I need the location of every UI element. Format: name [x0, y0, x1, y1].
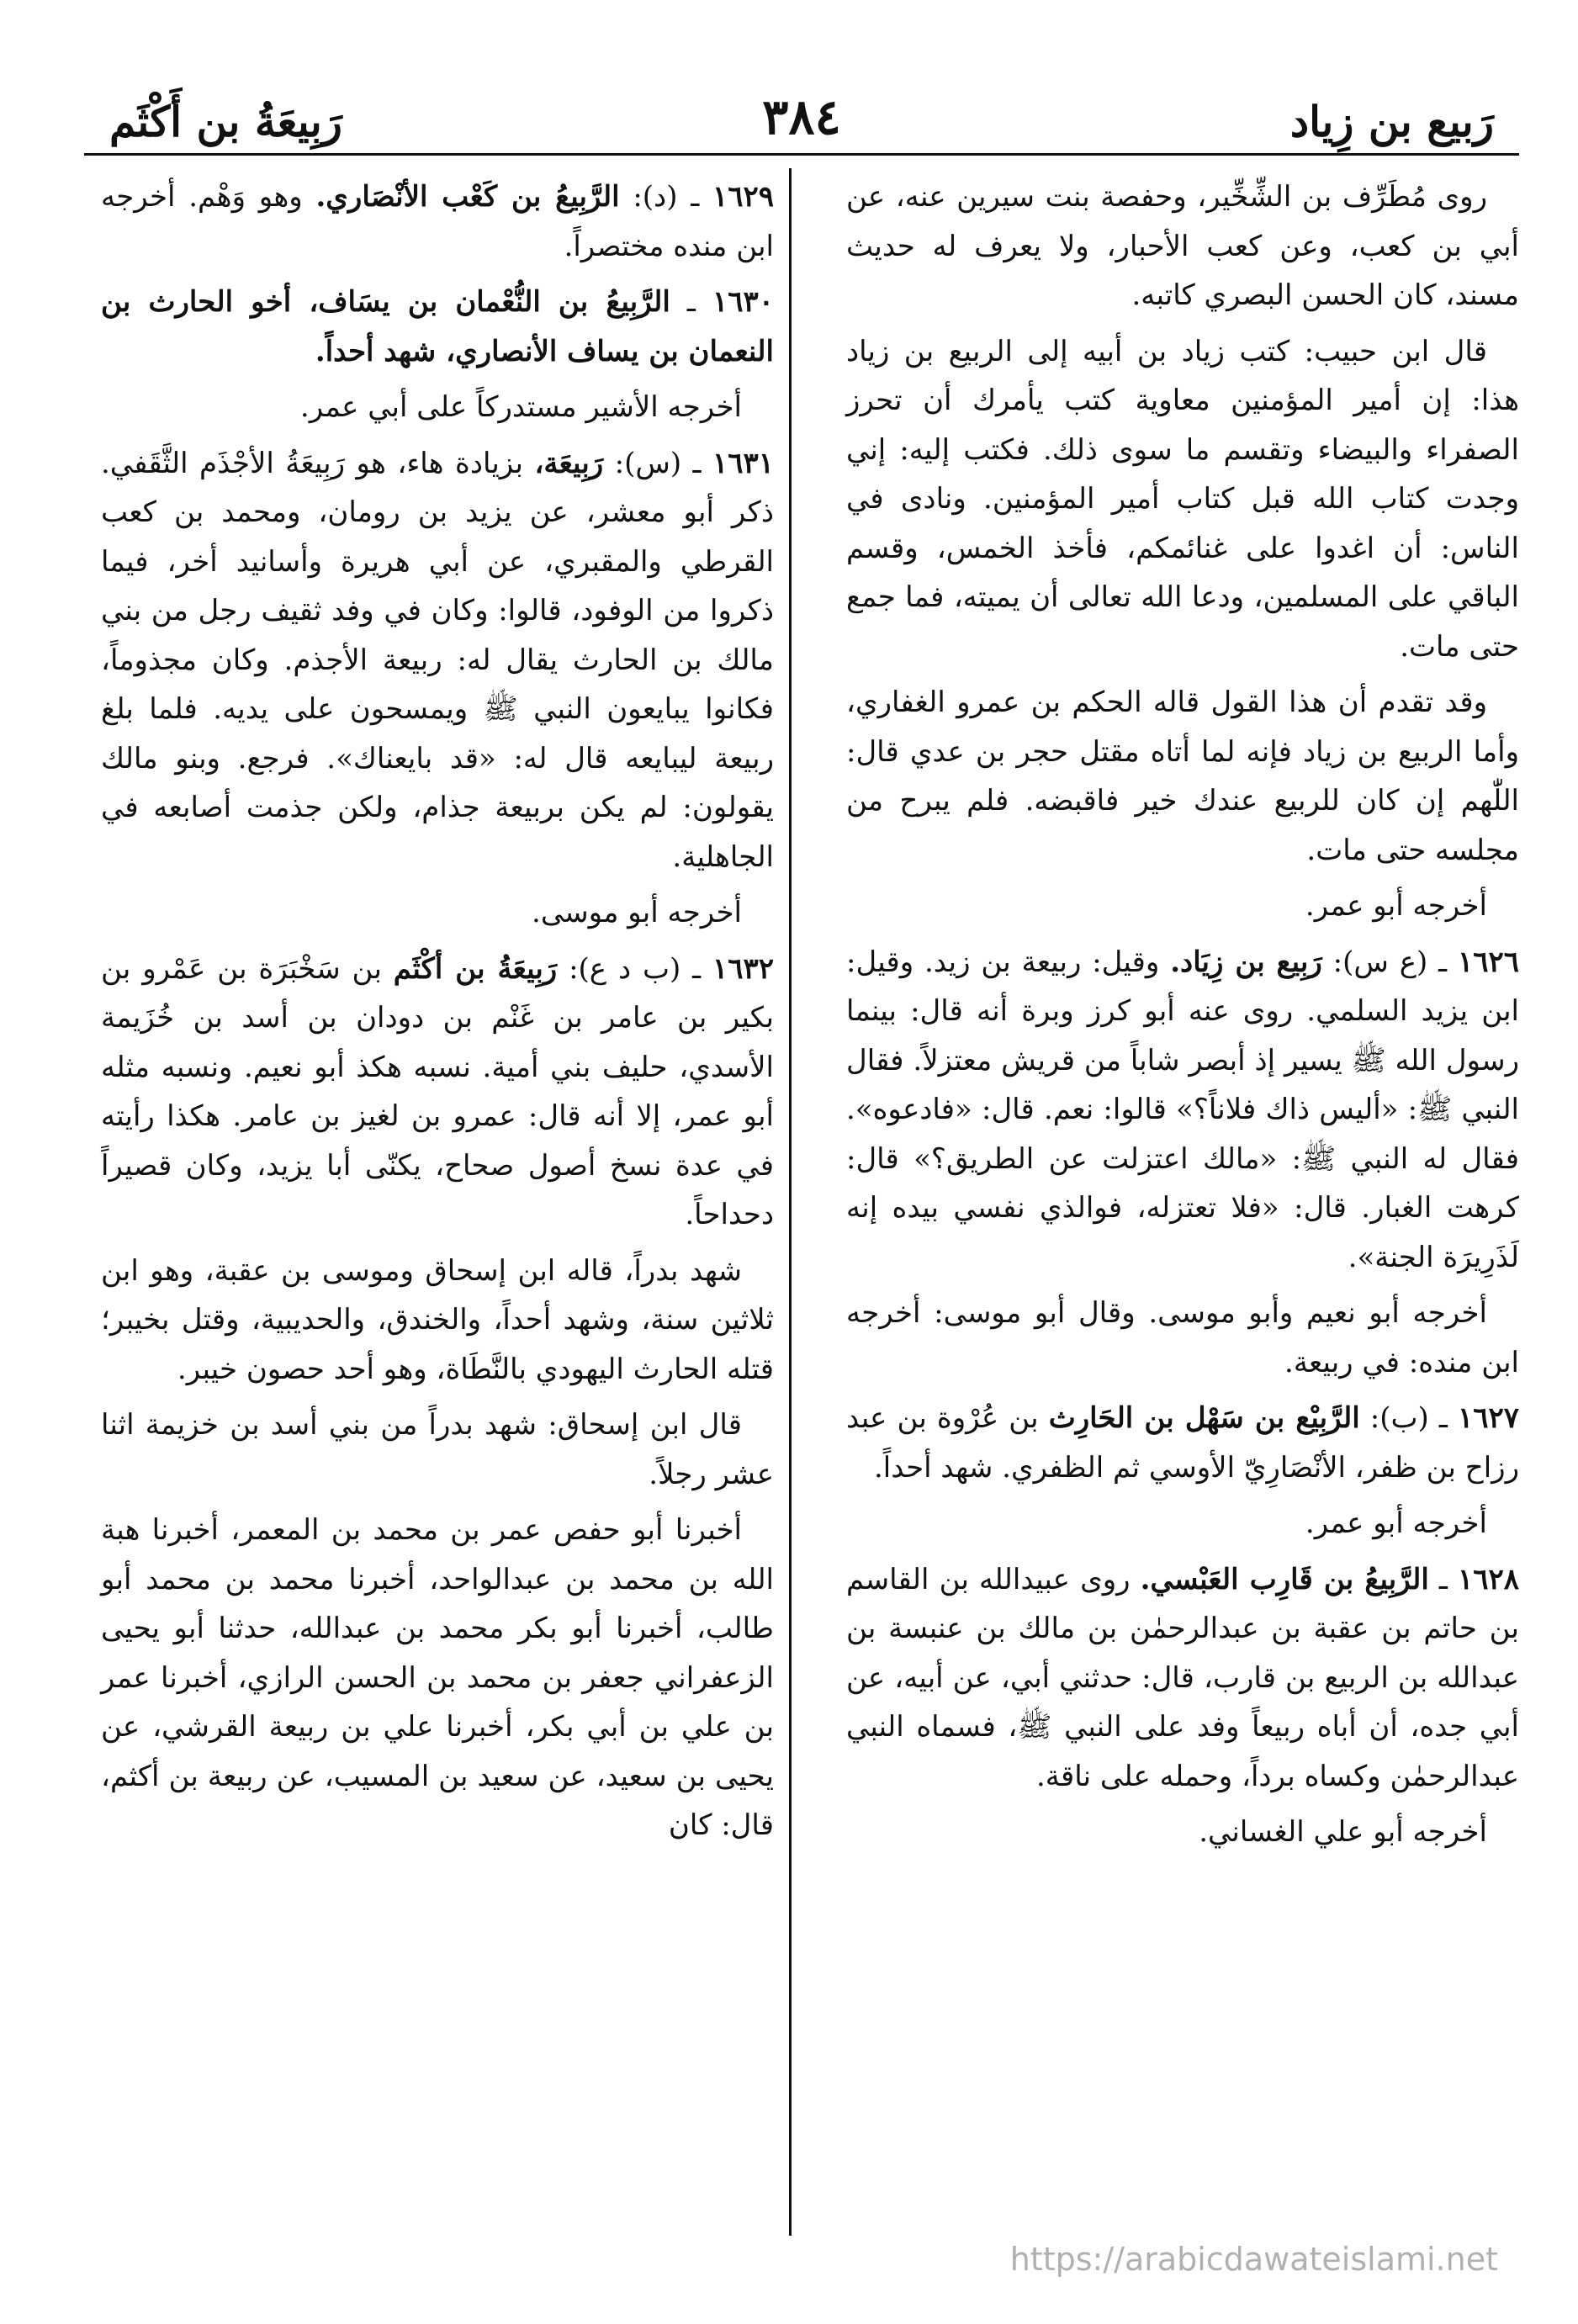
source-note: أخرجه أبو موسى.	[532, 896, 742, 929]
page-number: ٣٨٤	[762, 88, 841, 146]
entry-sigla: ـ (ب د ع):	[557, 951, 712, 986]
entry-paragraph	[101, 439, 774, 882]
body-paragraph: وقد تقدم أن هذا القول قاله الحكم بن عمرو الغفاري، وأما الربيع بن زياد فإنه لما أتاه مقتل حجر بن عدي قال: اللّٰهم إن كان للربيع عندك خير فاقبضه. فلم يبرح من مجلسه حتى مات.	[846, 686, 1519, 867]
body-paragraph: شهد بدراً، قاله ابن إسحاق وموسى بن عقبة، وهو ابن ثلاثين سنة، وشهد أحداً، والخندق، والحديبية، وقتل بخيبر؛ قتله الحارث اليهودي بالنَّطَاة، وهو أحد حصون خيبر.	[101, 1253, 774, 1386]
entry-body: وقيل: ربيعة بن زيد. وقيل: ابن يزيد السلمي. روى عنه أبو كرز وبرة أنه قال: بينما رسول الله ﷺ يسير إذ أبصر شاباً من قريش معتزلاً. فقال النبي ﷺ: «أليس ذاك فلاناً؟» قالوا: نعم. قال: «فادعوه». فقال له النبي ﷺ: «مالك اعتزلت عن الطريق؟» قال: كرهت الغبار. قال: «فلا تعتزله، فوالذي نفسي بيده إنه لَذَرِيرَة الجنة».	[846, 945, 1519, 1274]
entry-paragraph	[846, 1555, 1519, 1802]
source-note: أخرجه أبو عمر.	[1305, 889, 1487, 923]
entry-body: وهو وَهْم. أخرجه ابن منده مختصراً.	[101, 180, 774, 263]
header-rule	[84, 153, 1519, 156]
source-note: أخرجه أبو عمر.	[1305, 1506, 1487, 1540]
entry-sigla: ـ (ع س):	[1321, 945, 1458, 979]
entry-number: ١٦٣٠	[712, 285, 775, 319]
entry-heading: الرَّبِيْع بن سَهْل بن الحَارِث	[1048, 1401, 1360, 1435]
entry-heading: الرَّبِيعُ بن قَارِب العَبْسي.	[1140, 1562, 1429, 1596]
entry-sigla: ـ (س):	[603, 446, 712, 480]
entry-heading: رَبِيع بن زِيَاد.	[1170, 945, 1322, 979]
entry-heading: الرَّبِيعُ بن النُّعْمان بن يسَاف، أخو الحارث بن النعمان بن يساف الأنصاري، شهد أحداً.	[101, 285, 774, 368]
entry-body: بزيادة هاء، هو رَبِيعَةُ الأجْذَم الثَّقَفي. ذكر أبو معشر، عن يزيد بن رومان، ومحمد بن كعب القرطي والمقبري، عن أبي هريرة وأسانيد أخر، فيما ذكروا من الوفود، قالوا: وكان في وفد ثقيف رجل من بني مالك بن الحارث يقال له: ربيعة الأجذم. وكان مجذوماً، فكانوا يبايعون النبي ﷺ ويمسحون على يديه. فلما بلغ ربيعة ليبايعه قال له: «قد بايعناك». فرجع. وبنو مالك يقولون: لم يكن بربيعة جذام، ولكن جذمت أصابعه في الجاهلية.	[101, 446, 774, 874]
entry-heading: الرَّبِيعُ بن كَعْب الأنْصَاري.	[315, 180, 620, 214]
entry-heading: رَبِيعَةُ بن أكْثَم	[393, 951, 558, 986]
body-paragraph: روى مُطَرِّف بن الشِّخِّير، وحفصة بنت سيرين عنه، عن أبي بن كعب، وعن كعب الأحبار، ولا يعرف له حديث مسند، كان الحسن البصري كاتبه.	[846, 180, 1519, 312]
entry-sigla: ـ (ب):	[1359, 1401, 1458, 1435]
body-paragraph: قال ابن إسحاق: شهد بدراً من بني أسد بن خزيمة اثنا عشر رجلاً.	[101, 1408, 774, 1491]
entry-paragraph	[101, 945, 774, 1240]
entry-paragraph	[101, 172, 774, 271]
body-paragraph: قال ابن حبيب: كتب زياد بن أبيه إلى الربيع بن زياد هذا: إن أمير المؤمنين معاوية كتب يأمرك أن تحرز الصفراء والبيضاء وتقسم ما سوى ذلك. فكتب إليه: إني وجدت كتاب الله قبل كتاب أمير المؤمنين. ونادى في الناس: أن اغدوا على غنائمكم، فأخذ الخمس، وقسم الباقي على المسلمين، ودعا الله تعالى أن يميته، فما جمع حتى مات.	[846, 334, 1519, 664]
left-column	[101, 172, 774, 1850]
source-note: أخرجه أبو نعيم وأبو موسى. وقال أبو موسى: أخرجه ابن منده: في ربيعة.	[846, 1296, 1519, 1379]
running-head-left: رَبِيعَةُ بن أَكْثَم	[109, 97, 342, 146]
entry-number: ١٦٢٩	[712, 180, 775, 214]
column-divider	[789, 168, 792, 2236]
entry-number: ١٦٢٧	[1457, 1401, 1519, 1435]
entry-sigla: ـ (د):	[619, 180, 712, 214]
entry-body: بن سَخْبَرَة بن عَمْرو بن بكير بن عامر بن غَنْم بن دودان بن أسد بن خُزَيمة الأسدي، حليف بني أمية. نسبه هكذ أبو نعيم. ونسبه مثله أبو عمر، إلا أنه قال: عمرو بن لغيز بن عامر. هكذا رأيته في عدة نسخ أصول صحاح، يكنّى أبا يزيد، وكان قصيراً دحداحاً.	[101, 951, 774, 1231]
entry-sigla: ـ	[670, 285, 712, 319]
entry-body: بن عُرْوة بن عبد رزاح بن ظفر، الأنْصَارِيّ الأوسي ثم الظفري. شهد أحداً.	[846, 1401, 1519, 1485]
entry-sigla: ـ	[1428, 1562, 1458, 1596]
entry-number: ١٦٢٦	[1457, 945, 1520, 979]
entry-paragraph	[846, 1394, 1519, 1492]
right-column	[846, 172, 1519, 1857]
entry-number: ١٦٣١	[712, 446, 774, 480]
entry-paragraph	[846, 938, 1519, 1283]
watermark-url[interactable]: https://arabicdawateislami.net	[1009, 2241, 1498, 2278]
entry-number: ١٦٣٢	[712, 951, 774, 986]
source-note: أخرجه الأشير مستدركاً على أبي عمر.	[299, 390, 742, 424]
entry-heading: رَبِيعَة،	[534, 446, 604, 480]
body-paragraph: أخبرنا أبو حفص عمر بن محمد بن المعمر، أخبرنا هبة الله بن محمد بن عبدالواحد، أخبرنا محمد بن محمد أبو طالب، أخبرنا أبو بكر محمد بن عبدالله، حدثنا أبو يحيى الزعفراني جعفر بن محمد بن الحسن الرازي، أخبرنا عمر بن علي بن أبي بكر، أخبرنا علي بن ربيعة القرشي، عن يحيى بن سعيد، عن سعيد بن المسيب، عن ربيعة بن أكثم، قال: كان	[101, 1513, 774, 1842]
entry-number: ١٦٢٨	[1457, 1562, 1519, 1596]
source-note: أخرجه أبو علي الغساني.	[1199, 1815, 1487, 1849]
entry-body: روى عبيدالله بن القاسم بن حاتم بن عقبة بن عبدالرحمٰن بن مالك بن عنبسة بن عبدالله بن الربيع بن قارب، قال: حدثني أبي، عن أبيه، عن أبي جده، أن أباه ربيعاً وفد على النبي ﷺ، فسماه النبي عبدالرحمٰن وكساه برداً، وحمله على ناقة.	[846, 1562, 1519, 1793]
running-head-right: رَبيع بن زِياد	[1289, 97, 1494, 146]
page-header	[84, 80, 1519, 156]
entry-paragraph	[101, 278, 774, 376]
